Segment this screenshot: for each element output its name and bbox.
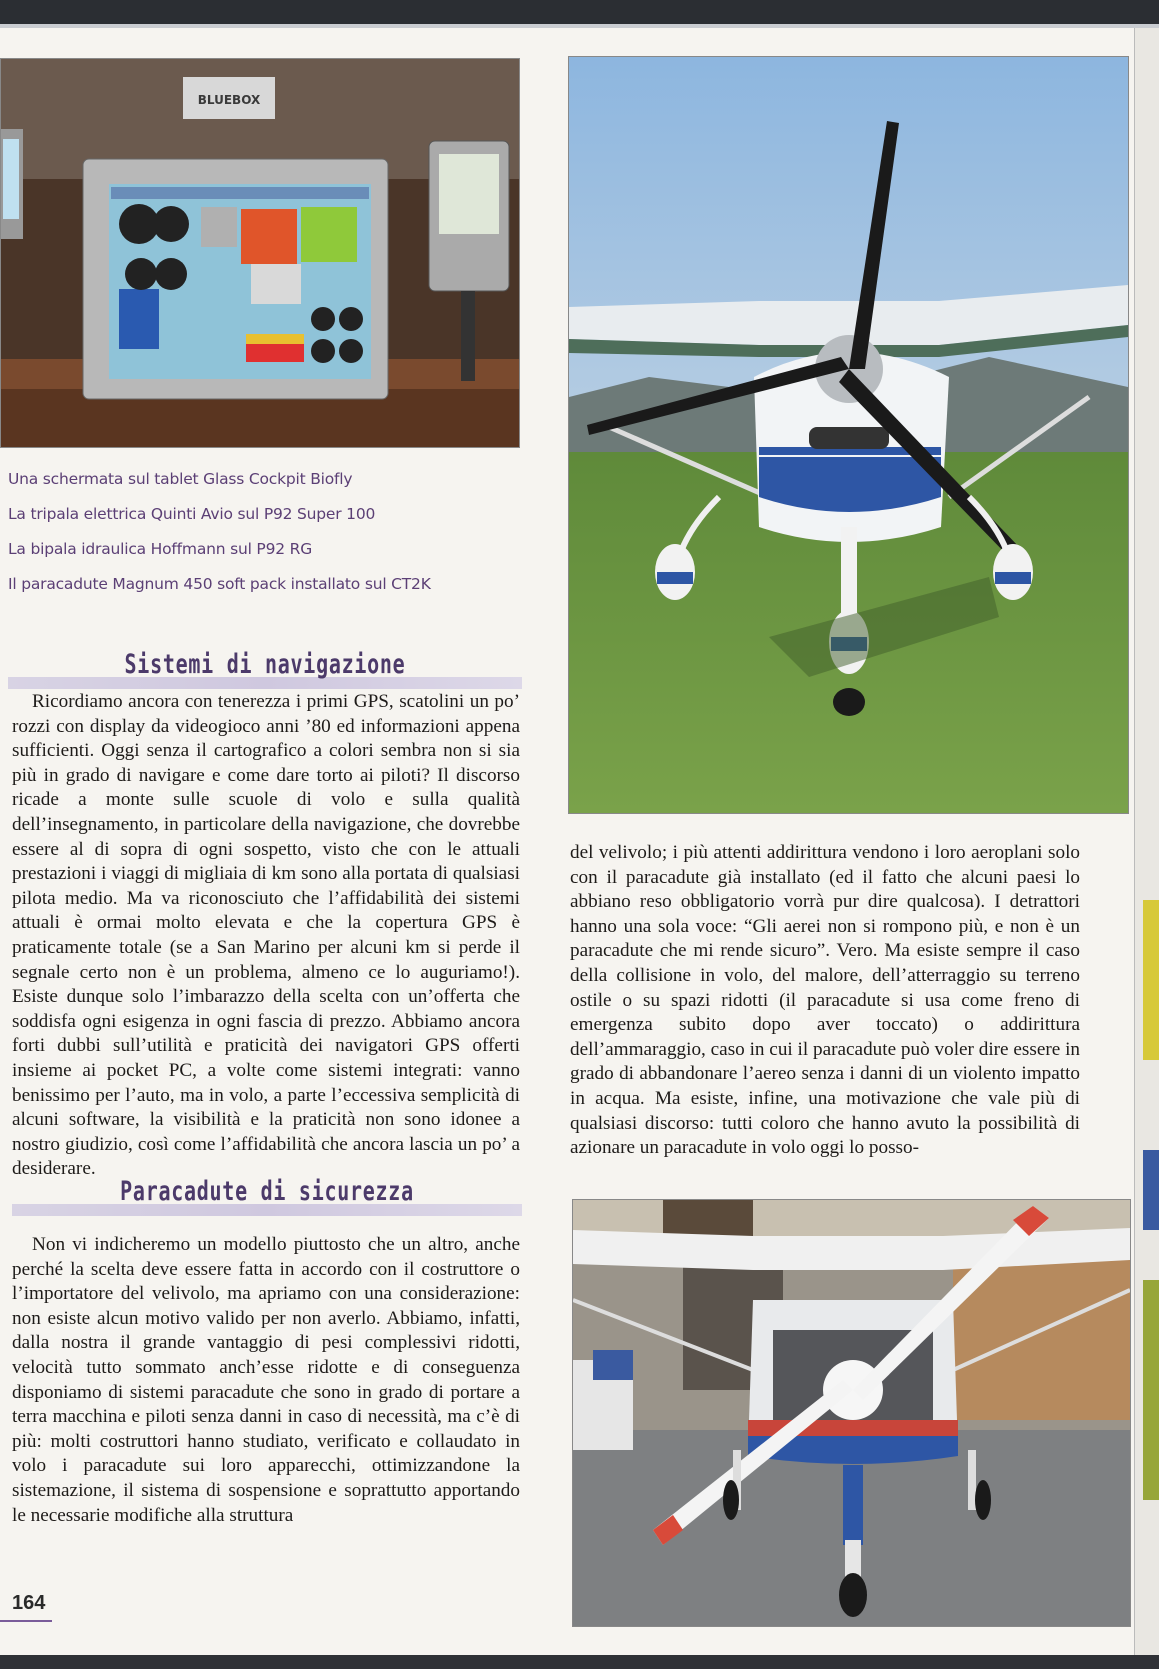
- heading-title: Sistemi di navigazione: [124, 649, 406, 680]
- top-dark-band: [0, 0, 1159, 24]
- top-light-band: [0, 24, 1159, 28]
- aircraft-tripala-photo: [568, 56, 1129, 814]
- continued-body: del velivolo; i più attenti addirittura vendono i loro aeroplani solo con il paracadute già installato (ed il fatto che alcuni paesi lo abbiano reso obbligatorio vorrà pur dire qualcosa). I detrattori hanno una sola voce: “Gli aerei non si rompono più, e non è un paracadute che mi rende sicuro”. Vero. Ma esiste sempre il caso della collisione in volo, del malore, dell’atterraggio su terreno ostile o su spazi ridotti (il paracadute si usa come freno di emergenza subito dopo aver toccato) o addirittura dell’ammaraggio, caso in cui il paracadute può voler dire essere in grado di abbandonare l’aereo senza i danni di un violento impatto in acqua. Ma esiste, infine, una motivazione che vale più di qualsiasi discorso: tutti coloro che hanno avuto la possibilità di azionare un paracadute in volo oggi lo posso-: [570, 842, 1080, 1159]
- edge-strip-green: [1143, 1280, 1159, 1500]
- navigation-body: Ricordiamo ancora con tenerezza i primi GPS, scatolini un po’ rozzi con display da videogioco anni ’80 ed informazioni appena sufficienti. Oggi senza il cartografico a colori sembra non si sia più in grado di navigare e come dare torto ai piloti? Il discorso ricade a monte sulle scuole di volo e sulla qualità dell’insegnamento, in particolare della navigazione, che dovrebbe essere al di sopra di ogni sospetto, visto che con le attuali prestazioni i viaggi di migliaia di km sono alla portata di qualsiasi pilota medio. Ma va riconosciuto che l’affidabilità dei sistemi attuali è ormai molto elevata e che la copertura GPS è praticamente totale (se a San Marino per alcuni km si perde il segnale certo non è un problema, almeno ce lo auguriamo!). Esiste dunque solo l’imbarazzo della scelta con un’offerta che soddisfa ogni esigenza in ogni fascia di prezzo. Abbiamo ancora forti dubbi sull’utilità e praticità dei navigatori GPS offerti insieme ai pocket PC, a volte come sistemi integrati: vanno benissimo per l’auto, ma in volo, a parte l’eccessiva semplicità di alcuni software, la visibilità e la praticità non sono idonee a nostro giudizio, così come l’affidabilità che ancora lascia un po’ a desiderare.: [12, 691, 520, 1180]
- parachute-body: Non vi indicheremo un modello piuttosto che un altro, anche perché la scelta deve essere fatta in accordo con il costruttore o l’importatore del velivolo, ma apriamo con una considerazione: non esiste alcun motivo valido per non averlo. Abbiamo, infatti, dalla nostra il grande vantaggio di pesi complessivi ridotti, velocità tutto sommato anch’esse ridotte e di conseguenza disponiamo di sistemi paracadute che sono in grado di portare a terra macchina e piloti senza danni in caso di necessità, ma c’è di più: molti costruttori hanno studiato, verificato e collaudato in volo i paracadute sui loro apparecchi, ottimizzandone la sistemazione, il sistema di sospensione e soprattutto apportando le necessarie modifiche alla struttura: [12, 1234, 520, 1526]
- heading-navigation: [8, 645, 522, 691]
- page-number: 164: [12, 1592, 46, 1614]
- bluebox-sign-text: BLUEBOX: [197, 93, 261, 107]
- tablet-cockpit-photo: [0, 58, 520, 448]
- caption-bipala: La bipala idraulica Hoffmann sul P92 RG: [8, 540, 313, 558]
- edge-strip-blue: [1143, 1150, 1159, 1230]
- caption-tripala: La tripala elettrica Quinti Avio sul P92 Super 100: [8, 505, 376, 523]
- bottom-dark-band: [0, 1655, 1159, 1669]
- heading-parachute: [12, 1172, 522, 1218]
- edge-strip-yellow: [1143, 900, 1159, 1060]
- photo-captions: [8, 462, 508, 602]
- caption-tablet: Una schermata sul tablet Glass Cockpit Biofly: [8, 470, 353, 488]
- caption-paracadute: Il paracadute Magnum 450 soft pack installato sul CT2K: [8, 575, 431, 593]
- heading-title: Paracadute di sicurezza: [120, 1176, 414, 1207]
- aircraft-bipala-photo: [572, 1199, 1131, 1627]
- page-number-rule: [0, 1620, 52, 1622]
